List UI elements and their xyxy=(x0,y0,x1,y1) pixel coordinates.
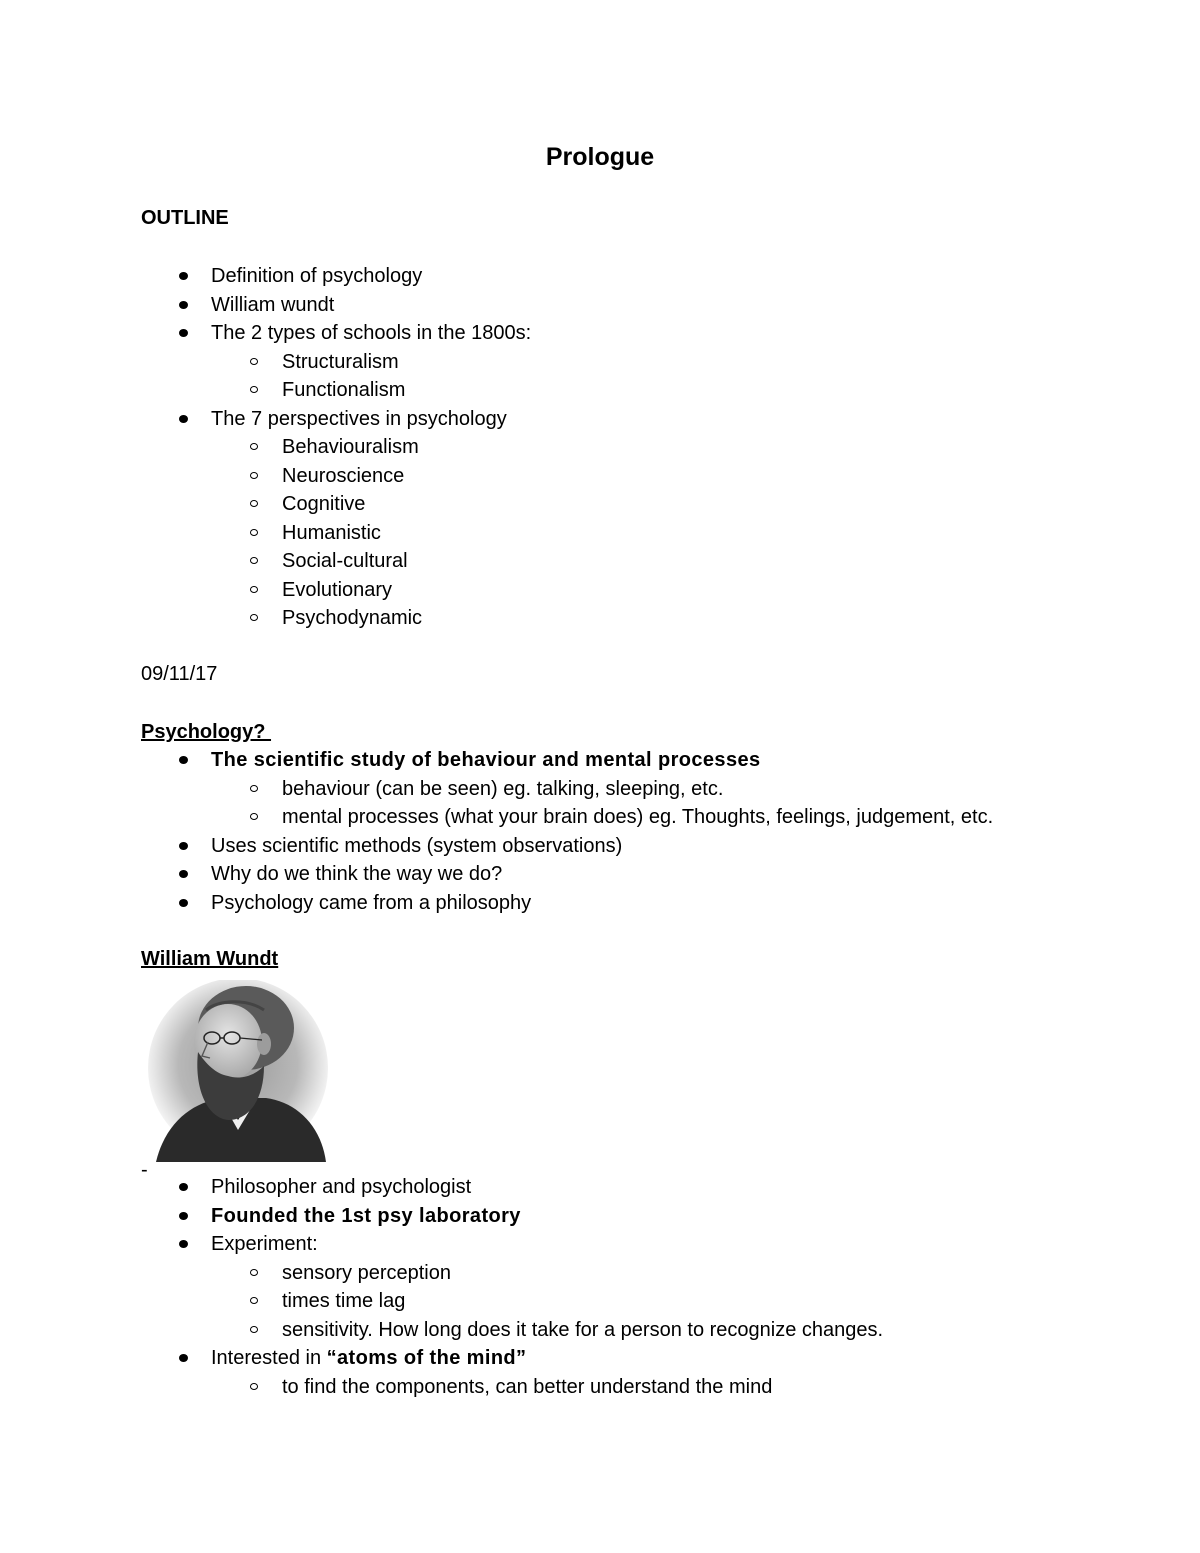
psychology-section xyxy=(141,718,1141,917)
list-item xyxy=(141,262,1141,291)
bullet-icon xyxy=(179,301,188,309)
sub-list-item-text: Functionalism xyxy=(282,379,406,401)
bullet-icon xyxy=(179,272,188,280)
circle-bullet-icon xyxy=(250,586,258,593)
circle-bullet-icon xyxy=(250,1269,258,1276)
sub-list-item xyxy=(141,1287,1141,1316)
circle-bullet-icon xyxy=(250,472,258,479)
circle-bullet-icon xyxy=(250,529,258,536)
list-item-text: Philosopher and psychologist xyxy=(211,1176,472,1198)
outline-section xyxy=(141,204,1141,633)
list-item xyxy=(141,405,1141,633)
list-item-text: Uses scientific methods (system observations) xyxy=(211,834,623,857)
bullet-icon xyxy=(179,1212,188,1220)
bullet-icon xyxy=(179,756,188,764)
list-item xyxy=(141,832,1141,861)
bullet-icon xyxy=(179,1183,188,1191)
circle-bullet-icon xyxy=(250,500,258,507)
sub-list-item xyxy=(141,490,1141,519)
wundt-details xyxy=(141,1173,1141,1401)
bullet-icon xyxy=(179,415,188,423)
list-item-text: Founded the 1st psy laboratory xyxy=(211,1204,521,1227)
sub-list-item xyxy=(141,1259,1141,1288)
bullet-icon xyxy=(179,1354,188,1362)
list-item xyxy=(141,1230,1141,1344)
sub-list-item-text: Humanistic xyxy=(282,521,381,544)
sub-list-item xyxy=(141,576,1141,605)
bullet-icon xyxy=(179,899,188,907)
sub-list-item-text: sensory perception xyxy=(282,1261,451,1284)
sub-list xyxy=(141,1259,1141,1345)
bullet-icon xyxy=(179,329,188,337)
circle-bullet-icon xyxy=(250,557,258,564)
list-item-text: Definition of psychology xyxy=(211,265,423,287)
circle-bullet-icon xyxy=(250,614,258,621)
sub-list-item-text: Behaviouralism xyxy=(282,436,419,458)
wundt-portrait-image xyxy=(146,980,331,1162)
sub-list-item-text: sensitivity. How long does it take for a person to recognize changes. xyxy=(282,1318,884,1341)
sub-list-item-text: behaviour (can be seen) eg. talking, sleeping, etc. xyxy=(282,777,724,800)
list-item-text: The 2 types of schools in the 1800s: xyxy=(211,322,532,344)
sub-list-item xyxy=(141,1373,1141,1402)
wundt-list xyxy=(141,1173,1141,1401)
sub-list-item-text: Cognitive xyxy=(282,493,366,515)
sub-list-item xyxy=(141,348,1141,377)
sub-list xyxy=(141,775,1141,832)
list-item-text: Interested in xyxy=(211,1347,327,1369)
sub-list-item xyxy=(141,433,1141,462)
circle-bullet-icon xyxy=(250,813,258,820)
definition-text: The scientific study of behaviour and mental processes xyxy=(211,749,761,771)
wundt-heading: William Wundt xyxy=(141,948,279,970)
circle-bullet-icon xyxy=(250,1326,258,1333)
sub-list-item xyxy=(141,547,1141,576)
list-item-text: Why do we think the way we do? xyxy=(211,863,503,885)
psychology-list xyxy=(141,746,1141,917)
emphasis-text: “atoms of the mind” xyxy=(326,1347,527,1369)
list-item xyxy=(141,889,1141,918)
sub-list xyxy=(141,1373,1141,1402)
bullet-icon xyxy=(179,842,188,850)
circle-bullet-icon xyxy=(250,386,258,393)
outline-list xyxy=(141,262,1141,633)
circle-bullet-icon xyxy=(250,358,258,365)
sub-list-item-text: mental processes (what your brain does) eg. Thoughts, feelings, judgement, etc. xyxy=(282,806,994,828)
circle-bullet-icon xyxy=(250,1383,258,1390)
circle-bullet-icon xyxy=(250,443,258,450)
circle-bullet-icon xyxy=(250,785,258,792)
dash-text: - xyxy=(141,1159,148,1181)
page-title: Prologue xyxy=(545,143,655,171)
circle-bullet-icon xyxy=(250,1297,258,1304)
list-item xyxy=(141,860,1141,889)
list-item-text: Psychology came from a philosophy xyxy=(211,891,532,914)
sub-list-item xyxy=(141,376,1141,405)
sub-list-item xyxy=(141,604,1141,633)
sub-list-item xyxy=(141,1316,1141,1345)
sub-list-item-text: to find the components, can better understand the mind xyxy=(282,1375,773,1398)
wundt-section xyxy=(141,945,1141,973)
sub-list-item-text: Neuroscience xyxy=(282,464,405,487)
sub-list-item-text: Social-cultural xyxy=(282,550,408,572)
list-item-text: The 7 perspectives in psychology xyxy=(211,407,507,430)
list-item xyxy=(141,1173,1141,1202)
list-item xyxy=(141,1202,1141,1231)
list-item xyxy=(141,1344,1141,1401)
list-item xyxy=(141,291,1141,320)
sub-list-item-text: Structuralism xyxy=(282,350,399,373)
psychology-heading: Psychology? xyxy=(141,721,272,743)
sub-list-item-text: Psychodynamic xyxy=(282,607,423,629)
date-text: 09/11/17 xyxy=(141,663,218,685)
outline-heading: OUTLINE xyxy=(141,207,229,229)
list-item xyxy=(141,746,1141,832)
sub-list-item xyxy=(141,775,1141,804)
sub-list xyxy=(141,348,1141,405)
sub-list-item xyxy=(141,803,1141,832)
list-item-text: Experiment: xyxy=(211,1233,318,1255)
sub-list-item xyxy=(141,519,1141,548)
list-item xyxy=(141,319,1141,405)
sub-list-item xyxy=(141,462,1141,491)
bullet-icon xyxy=(179,870,188,878)
sub-list-item-text: times time lag xyxy=(282,1290,406,1312)
sub-list-item-text: Evolutionary xyxy=(282,578,393,601)
bullet-icon xyxy=(179,1240,188,1248)
list-item-text: William wundt xyxy=(211,293,335,316)
sub-list xyxy=(141,433,1141,633)
